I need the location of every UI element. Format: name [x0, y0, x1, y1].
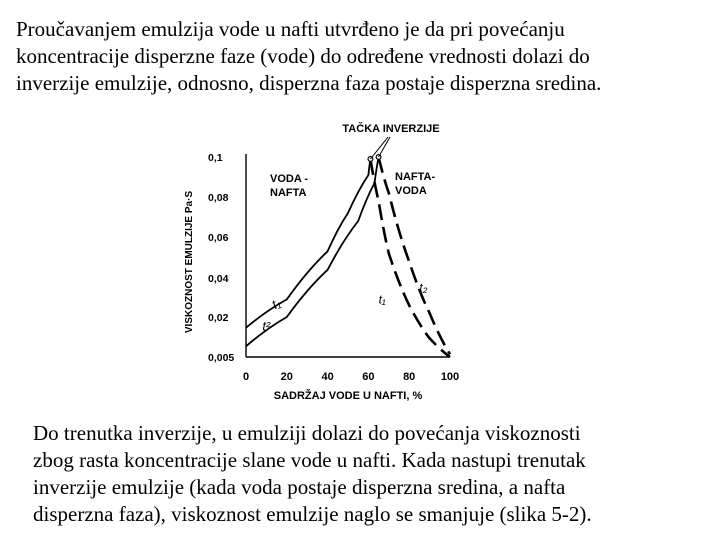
y-tick-label: 0,02	[208, 312, 229, 324]
x-tick-label: 0	[242, 371, 250, 383]
intro-line: inverzije emulzije, odnosno, disperzna faza postaje disperzna sredina.	[16, 71, 602, 95]
y-tick-label: 0,1	[208, 152, 223, 164]
region-label-oil-water: VODA	[395, 185, 427, 197]
x-tick-label: 40	[321, 371, 334, 383]
chart-title: TAČKA INVERZIJE	[342, 123, 440, 135]
y-tick-label: 0,04	[208, 273, 229, 285]
x-tick-label: 20	[280, 371, 293, 383]
outro-line: zbog rasta koncentracije slane vode u nafti. Kada nastupi trenutak	[33, 448, 586, 472]
intro-line: Proučavanjem emulzija vode u nafti utvrđeno je da pri povećanju	[16, 17, 565, 41]
series-label-t1: t₁	[269, 295, 283, 312]
x-axis-title: SADRŽAJ VODE U NAFTI, %	[273, 390, 423, 402]
intro-paragraph	[16, 16, 712, 97]
series-label-t2-after: t₂	[419, 280, 428, 295]
x-tick-label: 60	[362, 371, 375, 383]
region-label-water-oil: NAFTA	[270, 187, 307, 199]
region-label-water-oil: VODA -	[270, 173, 309, 185]
outro-line: Do trenutka inverzije, u emulziji dolazi do povećanja viskoznosti	[33, 421, 581, 445]
intro-line: koncentracije disperzne faze (vode) do određene vrednosti dolazi do	[16, 44, 590, 68]
outro-line: inverzije emulzije (kada voda postaje disperzna sredina, a nafta	[33, 475, 566, 499]
y-axis-title: VISKOZNOST EMULZIJE Pa·S	[184, 190, 195, 334]
outro-paragraph	[33, 420, 703, 528]
y-tick-label: 0,08	[208, 192, 229, 204]
x-tick-label: 100	[440, 371, 460, 383]
region-label-oil-water: NAFTA-	[395, 171, 436, 183]
series-line-t1	[246, 159, 370, 328]
viscosity-chart	[178, 112, 468, 410]
y-tick-label: 0,06	[208, 232, 229, 244]
x-tick-label: 80	[403, 371, 416, 383]
y-tick-label: 0,005	[208, 352, 235, 364]
outro-line: disperzna faza), viskoznost emulzije naglo se smanjuje (slika 5-2).	[33, 502, 592, 526]
series-label-t1-after: t₁	[378, 292, 386, 307]
series-label-t2: t²	[262, 318, 271, 334]
